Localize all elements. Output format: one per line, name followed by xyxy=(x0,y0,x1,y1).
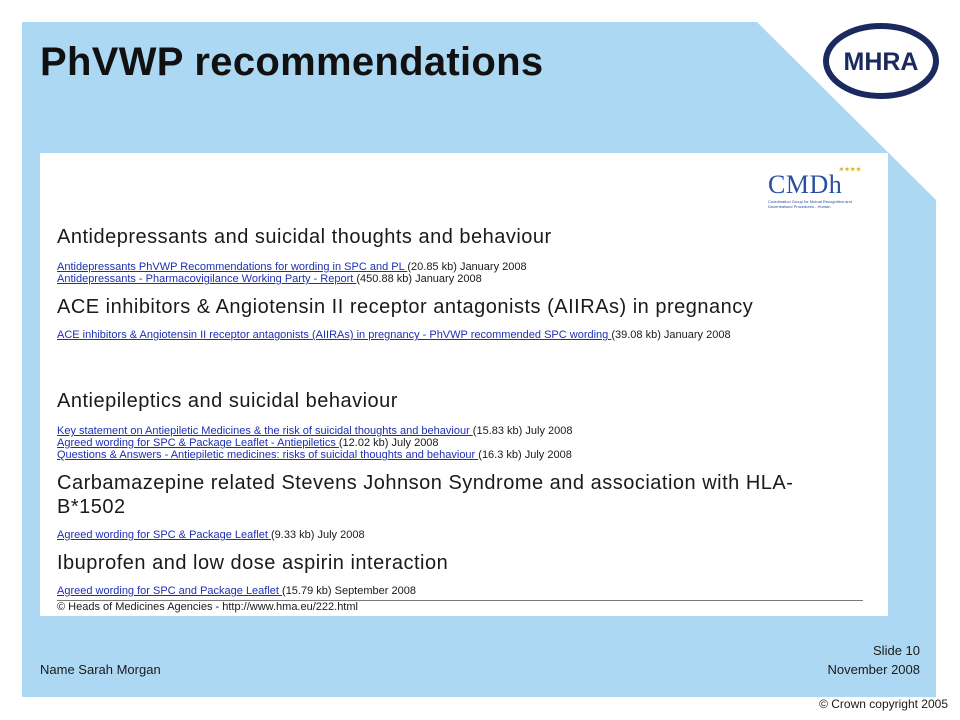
section-heading: ACE inhibitors & Angiotensin II receptor antagonists (AIIRAs) in pregnancy xyxy=(57,296,754,318)
slide-number: Slide 10 xyxy=(873,643,920,658)
document-entry xyxy=(57,437,572,449)
embedded-webpage-screenshot xyxy=(40,153,888,616)
crown-copyright: © Crown copyright 2005 xyxy=(819,697,948,711)
presenter-name: Name Sarah Morgan xyxy=(40,662,161,677)
section-antidepressants xyxy=(57,225,552,285)
eu-stars-icon: ✶✶✶✶ xyxy=(838,165,861,174)
document-meta: (9.33 kb) July 2008 xyxy=(271,529,365,541)
section-ibuprofen xyxy=(57,551,448,597)
document-link[interactable]: Agreed wording for SPC & Package Leaflet xyxy=(57,529,272,541)
section-heading: Antidepressants and suicidal thoughts and behaviour xyxy=(57,226,552,248)
document-meta: (450.88 kb) January 2008 xyxy=(356,273,482,285)
document-link[interactable]: Agreed wording for SPC and Package Leaflet xyxy=(57,585,283,597)
cmdh-logo-subtitle: Coordination Group for Mutual Recognition and Decentralised Procedures - Human xyxy=(768,199,852,209)
document-entry xyxy=(57,329,857,341)
mhra-logo xyxy=(822,22,940,100)
document-meta: (15.79 kb) September 2008 xyxy=(282,585,416,597)
hma-copyright-note: © Heads of Medicines Agencies - http://www.hma.eu/222.html xyxy=(57,601,358,613)
section-heading: Antiepileptics and suicidal behaviour xyxy=(57,390,398,412)
document-entry xyxy=(57,273,552,285)
document-meta: (12.02 kb) July 2008 xyxy=(338,437,439,449)
cmdh-logo xyxy=(768,165,868,211)
document-meta: (20.85 kb) January 2008 xyxy=(407,261,527,273)
slide-title: PhVWP recommendations xyxy=(40,40,544,84)
document-link[interactable]: Antidepressants PhVWP Recommendations for wording in SPC and PL xyxy=(57,261,408,273)
document-entry xyxy=(57,585,448,597)
document-entry xyxy=(57,261,552,273)
section-ace-inhibitors xyxy=(57,295,857,341)
section-antiepileptics xyxy=(57,389,572,461)
document-entry xyxy=(57,425,572,437)
section-heading: Ibuprofen and low dose aspirin interaction xyxy=(57,552,449,574)
document-entry xyxy=(57,449,572,461)
document-link[interactable]: Key statement on Antiepiletic Medicines & the risk of suicidal thoughts and behaviour xyxy=(57,425,473,437)
document-link[interactable]: Questions & Answers - Antiepiletic medicines: risks of suicidal thoughts and behaviour xyxy=(57,449,479,461)
document-link[interactable]: ACE inhibitors & Angiotensin II receptor antagonists (AIIRAs) in pregnancy - PhVWP recommended SPC wording xyxy=(57,329,612,341)
document-link[interactable]: Antidepressants - Pharmacovigilance Working Party - Report xyxy=(57,273,357,285)
document-meta: (39.08 kb) January 2008 xyxy=(611,329,731,341)
section-carbamazepine xyxy=(57,471,817,541)
slide-date: November 2008 xyxy=(827,662,920,677)
cmdh-logo-mark: CMDh xyxy=(768,170,843,199)
document-entry xyxy=(57,529,817,541)
document-link[interactable]: Agreed wording for SPC & Package Leaflet - Antiepiletics xyxy=(57,437,339,449)
mhra-logo-text: MHRA xyxy=(843,48,919,76)
document-meta: (15.83 kb) July 2008 xyxy=(472,425,573,437)
document-meta: (16.3 kb) July 2008 xyxy=(478,449,572,461)
section-heading: Carbamazepine related Stevens Johnson Syndrome and association with HLA-B*1502 xyxy=(57,472,794,518)
